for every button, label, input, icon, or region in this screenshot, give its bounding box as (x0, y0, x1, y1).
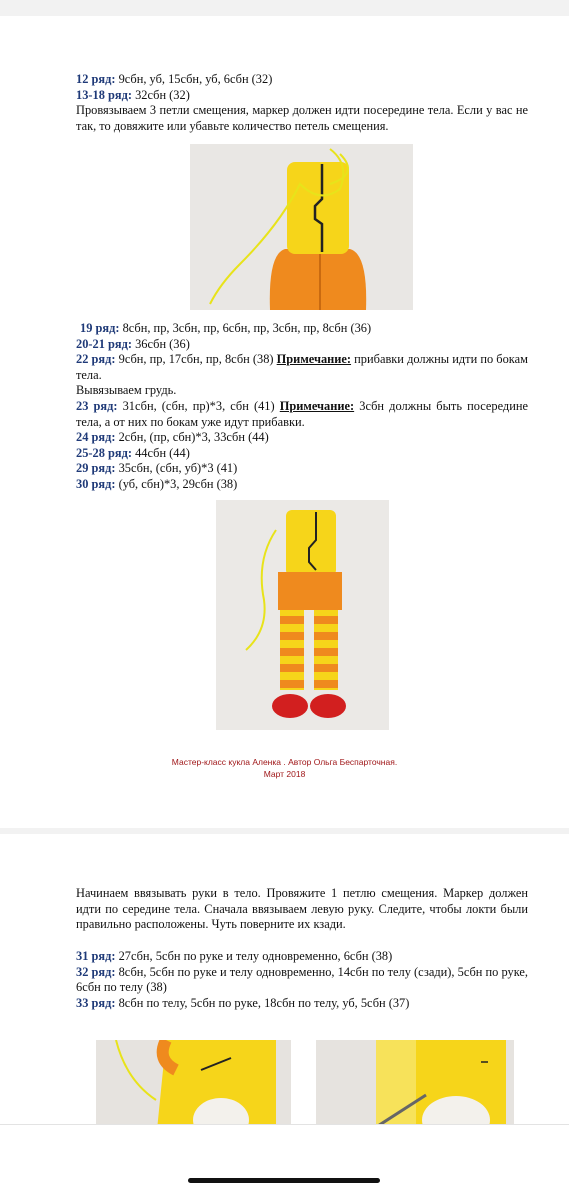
doll-legs-illustration (216, 500, 389, 730)
document-page-1 (0, 16, 569, 828)
row-12: 12 ряд: 9сбн, уб, 15сбн, уб, 6сбн (32) (76, 72, 273, 86)
row-31: 31 ряд: 27сбн, 5сбн по руке и телу одновременно, 6сбн (38) (76, 949, 393, 963)
doll-torso-illustration (190, 144, 413, 310)
row-29: 29 ряд: 35сбн, (сбн, уб)*3 (41) (76, 461, 238, 476)
home-indicator[interactable] (188, 1178, 380, 1183)
row-22: 22 ряд: 9сбн, пр, 17сбн, пр, 8сбн (38) Примечание: прибавки должны идти по бокам тела. (76, 352, 528, 382)
caption-date: Март 2018 (263, 769, 306, 779)
row-23: 23 ряд: 31сбн, (сбн, пр)*3, сбн (41) Примечание: 3сбн должны быть посередине тела, а от них по бокам уже идут прибавки. (76, 398, 528, 429)
bottom-toolbar-area (0, 1124, 569, 1201)
rows-31-33 (76, 949, 528, 1011)
left-leg-stripes (280, 610, 304, 690)
row-33: 33 ряд: 8сбн по телу, 5сбн по руке, 18сбн по телу, уб, 5сбн (37) (76, 995, 410, 1010)
row-24: 24 ряд: 2сбн, (пр, сбн)*3, 33сбн (44) (76, 430, 269, 445)
row-30: 30 ряд: (уб, сбн)*3, 29сбн (38) (76, 476, 238, 491)
arms-intro: Начинаем ввязывать руки в тело. Провяжите 1 петлю смещения. Маркер должен идти по середине тела. Сначала ввязываем левую руку. Следите, чтобы локти были правильно расположены. Чуть поверните их кзади. (76, 886, 528, 932)
paragraph-offset-loops: Провязываем 3 петли смещения, маркер должен идти посередине тела. Если у вас не так, то довяжите или убавьте количество петель смещения. (76, 103, 528, 133)
chest-note: Вывязываем грудь. (76, 383, 177, 398)
doll-legs-photo (216, 500, 389, 730)
right-leg-stripes (314, 610, 338, 690)
row-13-18: 13-18 ряд: 32сбн (32) (76, 87, 190, 102)
rows-19-30 (76, 321, 528, 493)
row-25-28: 25-28 ряд: 44сбн (44) (76, 445, 190, 460)
row-20-21: 20-21 ряд: 36сбн (36) (76, 336, 190, 351)
doll-torso-photo (190, 144, 413, 310)
row-32: 32 ряд: 8сбн, 5сбн по руке и телу одновременно, 14сбн по телу (сзади), 5сбн по руке, 6сбн по телу (38) (76, 964, 528, 995)
row-19: 19 ряд: 8сбн, пр, 3сбн, пр, 6сбн, пр, 3сбн, пр, 8сбн (36) (80, 321, 372, 335)
rows-12-18 (76, 72, 528, 134)
caption-author: Мастер-класс кукла Аленка . Автор Ольга Беспарточная. (171, 757, 398, 767)
